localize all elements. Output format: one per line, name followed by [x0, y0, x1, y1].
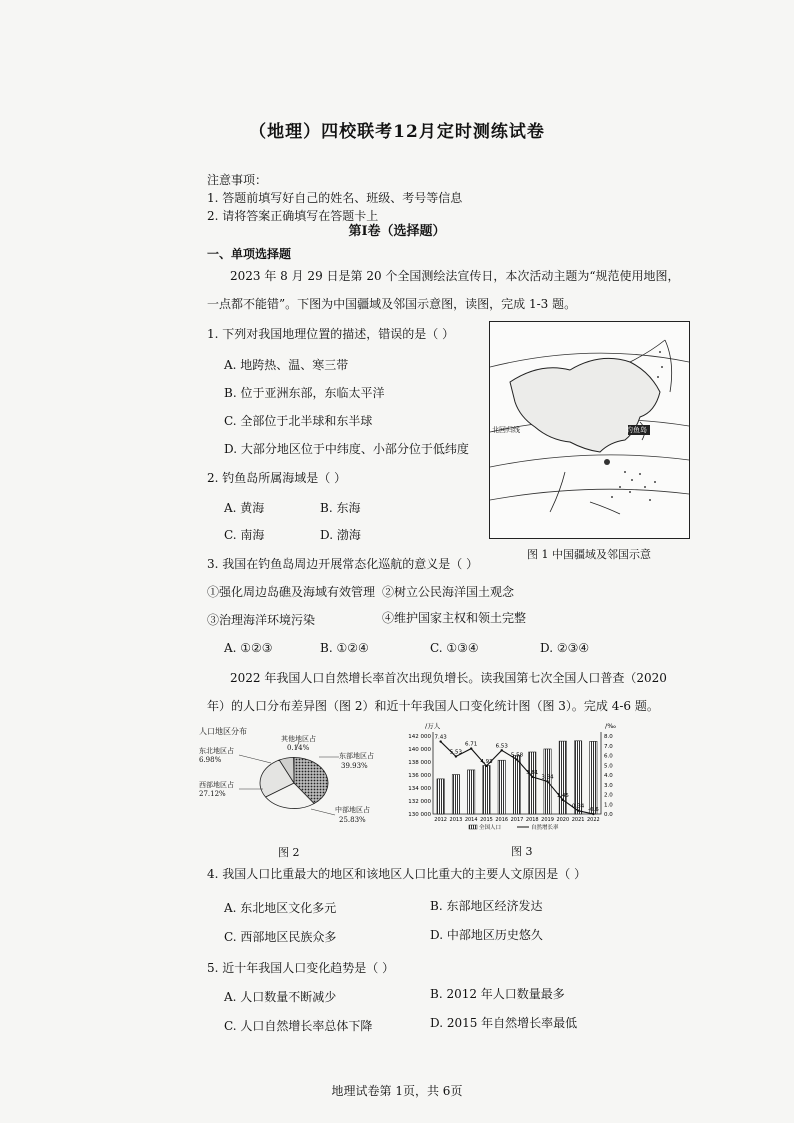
legend-label-growth: 自然增长率	[531, 825, 559, 831]
q3-option-d: D. ②③④	[540, 641, 590, 655]
q5-stem: 5. 近十年我国人口变化趋势是（ ）	[207, 961, 395, 975]
q2-option-b: B. 东海	[320, 501, 361, 515]
bar-2012	[437, 779, 444, 814]
q3-option-b: B. ①②④	[320, 641, 369, 655]
growth-point-2020	[562, 799, 564, 801]
xtick: 2021	[571, 817, 585, 823]
q4-option-a: A. 东北地区文化多元	[224, 901, 337, 915]
pie-value-northeast: 6.98%	[199, 756, 222, 764]
ylabel-left: /万人	[425, 722, 441, 730]
pie-label-central: 中部地区占	[335, 806, 370, 814]
ytick-left: 136 000	[408, 773, 431, 779]
population-chart	[399, 718, 621, 838]
ytick-right: 1.0	[604, 802, 613, 809]
page-footer: 地理试卷第 1页，共 6页	[331, 1084, 463, 1098]
ytick-right: 6.0	[604, 753, 613, 760]
ytick-left: 140 000	[408, 747, 431, 753]
ytick-right: 0.0	[604, 812, 613, 818]
q4-stem: 4. 我国人口比重最大的地区和该地区人口比重大的主要人文原因是（ ）	[207, 867, 587, 881]
q1-option-d: D. 大部分地区位于中纬度、小部分位于低纬度	[224, 442, 469, 456]
growth-label-2022: -0.6	[587, 807, 599, 813]
pie-value-west: 27.12%	[199, 790, 226, 798]
growth-point-2021	[577, 809, 579, 811]
part-title: 一、单项选择题	[207, 247, 292, 261]
growth-point-2018	[531, 776, 533, 778]
growth-label-2015: 4.93	[480, 758, 493, 765]
ytick-right: 5.0	[604, 763, 613, 770]
q5-option-a: A. 人口数量不断减少	[224, 990, 337, 1004]
growth-point-2013	[455, 755, 457, 757]
legend-swatch-population	[469, 825, 477, 829]
intro1-line2: 一点都不能错”。下图为中国疆域及邻国示意图，读图，完成 1-3 题。	[207, 297, 577, 311]
fig3-caption: 图 3	[511, 845, 533, 858]
ytick-left: 134 000	[408, 786, 431, 792]
growth-point-2019	[546, 780, 548, 782]
pie-value-other: 0.14%	[287, 744, 310, 752]
growth-label-2012: 7.43	[434, 734, 447, 741]
intro1-line1: 2023 年 8 月 29 日是第 20 个全国测绘法宣传日，本次活动主题为“规范使用地图，	[230, 269, 680, 283]
section-title: 第Ⅰ卷（选择题）	[348, 224, 446, 239]
xtick: 2015	[480, 817, 493, 823]
q3-option-a: A. ①②③	[224, 641, 273, 655]
map-label-tropic: 北回归线	[492, 426, 520, 434]
q1-option-b: B. 位于亚洲东部，东临太平洋	[224, 386, 385, 400]
q1-option-a: A. 地跨热、温、寒三带	[224, 358, 349, 372]
q3-statement-2: ②树立公民海洋国土观念	[382, 585, 515, 599]
growth-label-2017: 5.58	[510, 752, 524, 759]
q3-statement-3: ③治理海洋环境污染	[207, 613, 316, 627]
growth-label-2018: 3.81	[526, 769, 539, 776]
map-label-diaoyu: 钓鱼岛	[626, 426, 647, 434]
q3-statement-1: ①强化周边岛礁及海域有效管理	[207, 585, 376, 599]
ytick-left: 142 000	[408, 734, 431, 740]
china-map-figure	[489, 321, 690, 539]
page-title: （地理）四校联考12月定时测练试卷	[249, 122, 545, 142]
growth-label-2020: 1.45	[556, 792, 569, 799]
ytick-right: 7.0	[604, 743, 613, 750]
growth-label-2016: 6.53	[495, 743, 508, 750]
q2-option-a: A. 黄海	[224, 501, 265, 515]
note-item-2: 2. 请将答案正确填写在答题卡上	[207, 209, 379, 223]
growth-point-2012	[439, 740, 441, 742]
ytick-left: 130 000	[408, 812, 431, 818]
pie-value-east: 39.93%	[341, 762, 368, 770]
bar-2016	[498, 760, 505, 814]
growth-point-2022	[592, 813, 594, 815]
q5-option-c: C. 人口自然增长率总体下降	[224, 1019, 373, 1033]
pie-leader-1	[239, 755, 271, 763]
pie-label-other: 其他地区占	[281, 735, 316, 743]
note-item-1: 1. 答题前填写好自己的姓名、班级、考号等信息	[207, 191, 463, 205]
ytick-right: 2.0	[604, 792, 613, 799]
bar-2018	[529, 752, 536, 814]
population-chart-figure	[399, 718, 621, 838]
ytick-left: 138 000	[408, 760, 431, 766]
pie-title: 人口地区分布	[199, 727, 247, 736]
growth-label-2013: 5.53	[449, 749, 463, 756]
xtick: 2018	[525, 817, 539, 823]
map-caption: 图 1 中国疆域及邻国示意	[527, 548, 651, 561]
growth-point-2014	[470, 747, 472, 749]
growth-point-2017	[516, 758, 518, 760]
xtick: 2014	[464, 817, 478, 823]
bar-2022	[587, 741, 599, 814]
xtick: 2019	[541, 817, 554, 823]
ylabel-right: /‰	[605, 722, 616, 730]
q3-option-c: C. ①③④	[430, 641, 479, 655]
q2-option-d: D. 渤海	[320, 528, 361, 542]
bar-2020	[559, 741, 566, 814]
pie-leader-3	[311, 809, 335, 815]
notes-heading: 注意事项：	[207, 173, 268, 187]
ytick-right: 8.0	[604, 734, 613, 740]
q4-option-c: C. 西部地区民族众多	[224, 930, 337, 944]
q5-option-b: B. 2012 年人口数量最多	[430, 987, 565, 1001]
pie-value-central: 25.83%	[339, 816, 366, 824]
q1-stem: 1. 下列对我国地理位置的描述，错误的是（ ）	[207, 327, 455, 341]
pie-label-west: 西部地区占	[199, 781, 234, 789]
xtick: 2012	[434, 817, 448, 823]
ytick-right: 4.0	[604, 773, 613, 779]
q4-option-d: D. 中部地区历史悠久	[430, 928, 543, 942]
q1-option-c: C. 全部位于北半球和东半球	[224, 414, 373, 428]
xtick: 2017	[510, 817, 524, 823]
pie-label-northeast: 东北地区占	[199, 747, 234, 755]
bar-2015	[483, 765, 490, 814]
q2-option-c: C. 南海	[224, 528, 265, 542]
fig2-caption: 图 2	[278, 846, 300, 859]
q3-statement-4: ④维护国家主权和领土完整	[382, 611, 527, 625]
legend-label-population: 全国人口	[479, 825, 502, 831]
bar-2014	[468, 770, 475, 814]
xtick: 2020	[556, 817, 570, 823]
intro2-line2: 年）的人口分布差异图（图 2）和近十年我国人口变化统计图（图 3）。完成 4-6 题。	[207, 699, 659, 713]
growth-point-2015	[485, 765, 487, 767]
xtick: 2022	[586, 817, 600, 823]
xtick: 2016	[495, 817, 509, 823]
ytick-left: 132 000	[408, 799, 431, 805]
q2-stem: 2. 钓鱼岛所属海域是（ ）	[207, 471, 347, 485]
q3-stem: 3. 我国在钓鱼岛周边开展常态化巡航的意义是（ ）	[207, 557, 479, 571]
bar-2017	[513, 755, 520, 814]
q4-option-b: B. 东部地区经济发达	[430, 899, 543, 913]
growth-label-2021: 0.34	[571, 803, 585, 810]
pie-label-east: 东部地区占	[339, 752, 374, 760]
intro2-line1: 2022 年我国人口自然增长率首次出现负增长。读我国第七次全国人口普查（2020	[230, 671, 667, 685]
q5-option-d: D. 2015 年自然增长率最低	[430, 1016, 578, 1030]
xtick: 2013	[449, 817, 463, 823]
growth-label-2019: 3.34	[541, 774, 554, 781]
growth-label-2014: 6.71	[465, 741, 478, 748]
bar-2013	[452, 775, 459, 814]
pie-chart-figure	[199, 725, 379, 840]
growth-point-2016	[501, 749, 503, 751]
ytick-right: 3.0	[604, 782, 613, 789]
